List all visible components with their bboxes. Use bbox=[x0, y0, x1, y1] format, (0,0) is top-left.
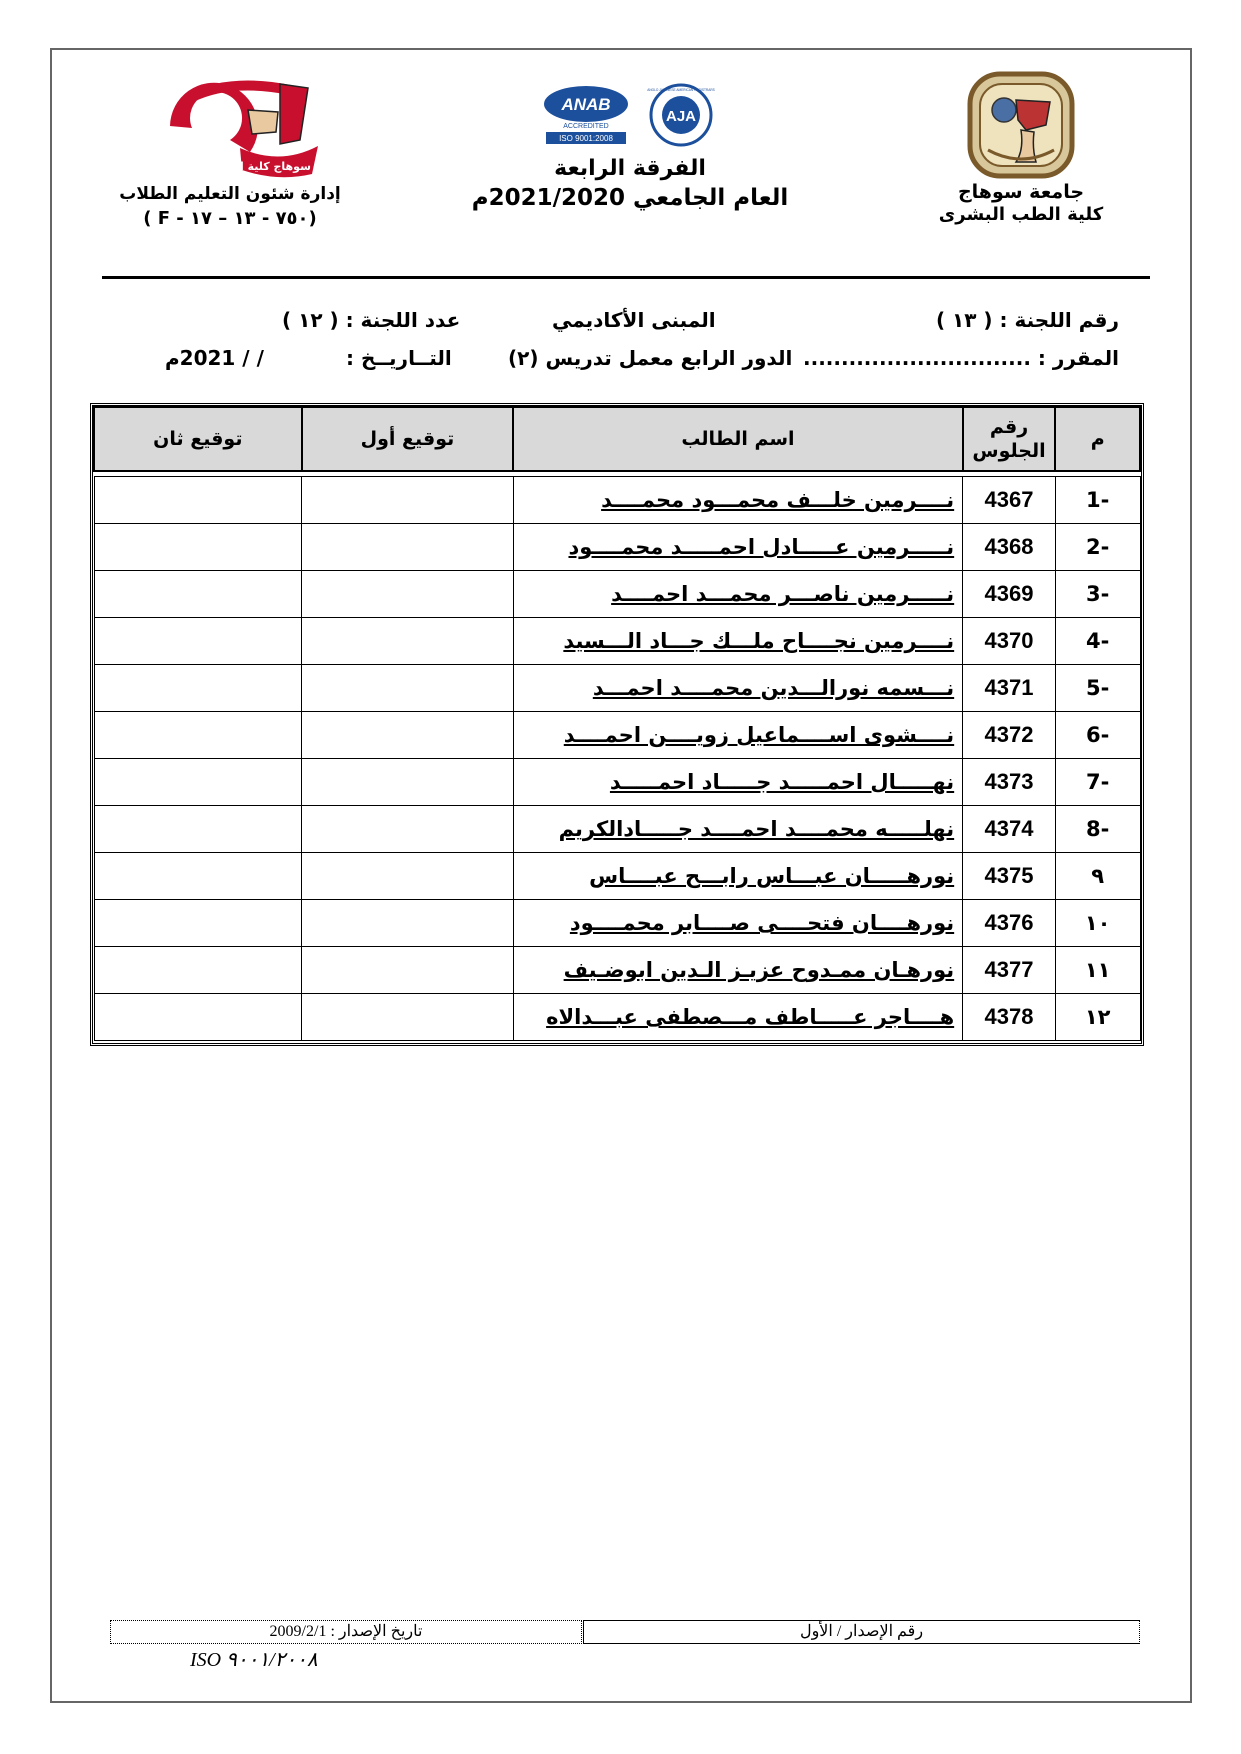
building-name: المبنى الأكاديمي bbox=[552, 308, 716, 332]
signature-second-cell bbox=[94, 665, 302, 712]
course-field: المقرر : .............................. bbox=[803, 346, 1119, 370]
seat-number: 4377 bbox=[963, 947, 1056, 994]
seat-number: 4376 bbox=[963, 900, 1056, 947]
date-label: التــاريــخ : bbox=[346, 346, 452, 370]
student-name bbox=[513, 618, 962, 665]
date-value: / / 2021م bbox=[165, 346, 264, 370]
table-row bbox=[94, 806, 1140, 853]
student-name-text: نــــشوى اســــماعيل زويــــن احمــــد bbox=[563, 723, 955, 747]
signature-second-cell bbox=[94, 900, 302, 947]
accreditation-logos bbox=[470, 80, 790, 150]
signature-second-cell bbox=[94, 571, 302, 618]
signature-first-cell bbox=[302, 994, 514, 1041]
signature-second-cell bbox=[94, 477, 302, 524]
student-name-text: نــــرمين نجــــاح ملـــك جـــاد الـــسيد bbox=[563, 629, 955, 653]
table-row bbox=[94, 665, 1140, 712]
student-name-text: نهـــــال احمـــــد جـــــاد احمـــــد bbox=[609, 770, 955, 794]
student-name bbox=[513, 853, 962, 900]
student-name bbox=[513, 477, 962, 524]
student-name bbox=[513, 947, 962, 994]
signature-first-cell bbox=[302, 712, 514, 759]
signature-second-cell bbox=[94, 947, 302, 994]
signature-second-cell bbox=[94, 712, 302, 759]
anab-logo-text: ANAB bbox=[561, 95, 611, 114]
faculty-logo-icon bbox=[130, 70, 347, 182]
col-name-header: اسم الطالب bbox=[513, 407, 962, 471]
attendance-table bbox=[93, 406, 1141, 1041]
form-code: ( F - ٧٥٠ - ١٣ – ١٧) bbox=[143, 208, 317, 229]
seat-number: 4371 bbox=[963, 665, 1056, 712]
aja-logo-text: AJA bbox=[665, 108, 697, 125]
committee-count: عدد اللجنة : ( ١٢ ) bbox=[282, 308, 461, 332]
department-name: إدارة شئون التعليم الطلاب bbox=[119, 184, 341, 204]
seat-number: 4369 bbox=[963, 571, 1056, 618]
row-index: -3 bbox=[1055, 571, 1140, 618]
row-index: ١٢ bbox=[1055, 994, 1140, 1041]
table-row bbox=[94, 712, 1140, 759]
table-row bbox=[94, 947, 1140, 994]
committee-number: رقم اللجنة : ( ١٣ ) bbox=[935, 308, 1119, 332]
anab-iso-text: ISO 9001:2008 bbox=[559, 134, 613, 143]
table-row bbox=[94, 524, 1140, 571]
signature-first-cell bbox=[302, 806, 514, 853]
row-index: -1 bbox=[1055, 477, 1140, 524]
signature-second-cell bbox=[94, 994, 302, 1041]
row-index: -4 bbox=[1055, 618, 1140, 665]
signature-first-cell bbox=[302, 665, 514, 712]
student-name-text: نــــرمين خلـــف محمـــود محمــــد bbox=[601, 488, 955, 512]
signature-first-cell bbox=[302, 947, 514, 994]
signature-first-cell bbox=[302, 524, 514, 571]
signature-first-cell bbox=[302, 477, 514, 524]
header-divider bbox=[102, 276, 1150, 279]
row-index: -2 bbox=[1055, 524, 1140, 571]
student-name bbox=[513, 994, 962, 1041]
student-name bbox=[513, 571, 962, 618]
faculty-name: كلية الطب البشرى bbox=[938, 204, 1104, 225]
table-row bbox=[94, 853, 1140, 900]
aja-logo-icon bbox=[642, 82, 720, 148]
student-name-text: نهلـــــه محمــــد احمــــد جـــــادالكريم bbox=[558, 817, 955, 841]
attendance-table-frame bbox=[90, 403, 1144, 1046]
signature-first-cell bbox=[302, 571, 514, 618]
signature-second-cell bbox=[94, 759, 302, 806]
table-body bbox=[94, 471, 1140, 1041]
row-index: -5 bbox=[1055, 665, 1140, 712]
issue-date: تاريخ الإصدار : 2009/2/1 bbox=[110, 1620, 582, 1644]
seat-number: 4374 bbox=[963, 806, 1056, 853]
signature-second-cell bbox=[94, 853, 302, 900]
student-name bbox=[513, 524, 962, 571]
seat-number: 4372 bbox=[963, 712, 1056, 759]
academic-year: العام الجامعي 2021/2020م bbox=[471, 185, 789, 211]
signature-second-cell bbox=[94, 524, 302, 571]
exam-location: الدور الرابع معمل تدريس (٢) bbox=[508, 346, 793, 370]
signature-first-cell bbox=[302, 900, 514, 947]
student-name-text: نـــــرمين ناصـــر محمـــد احمــــد bbox=[611, 582, 955, 606]
col-sig2-header: توقيع ثان bbox=[94, 407, 302, 471]
year-level: الفرقة الرابعة bbox=[554, 156, 706, 181]
student-name-text: نـــسمه نورالـــدين محمــــد احمـــد bbox=[592, 676, 955, 700]
row-index: ١٠ bbox=[1055, 900, 1140, 947]
student-name-text: نورهـــــان عبـــاس رابـــح عبــــاس bbox=[589, 864, 955, 888]
row-index: ١١ bbox=[1055, 947, 1140, 994]
signature-second-cell bbox=[94, 806, 302, 853]
signature-first-cell bbox=[302, 853, 514, 900]
col-index-header: م bbox=[1055, 407, 1140, 471]
student-name bbox=[513, 900, 962, 947]
seat-number: 4367 bbox=[963, 477, 1056, 524]
row-index: -8 bbox=[1055, 806, 1140, 853]
issue-number: رقم الإصدار / الأول bbox=[583, 1620, 1140, 1644]
student-name-text: هــــاجر عـــــاطف مـــصطفى عبـــدالاه bbox=[546, 1005, 955, 1029]
table-row bbox=[94, 994, 1140, 1041]
table-header-row bbox=[94, 407, 1140, 471]
anab-accredited-text: ACCREDITED bbox=[563, 123, 609, 130]
student-name-text: نورهــــان فتحــــى صــــابر محمــــود bbox=[569, 911, 955, 935]
aja-ring-text: ANGLO JAPANESE AMERICAN REGISTRARS bbox=[647, 88, 715, 92]
seat-number: 4375 bbox=[963, 853, 1056, 900]
seat-number: 4378 bbox=[963, 994, 1056, 1041]
university-seal-icon bbox=[966, 70, 1076, 180]
row-index: -6 bbox=[1055, 712, 1140, 759]
student-name-text: نـــــرمين عـــــادل احمـــــد محمــــود bbox=[568, 535, 955, 559]
student-name bbox=[513, 665, 962, 712]
table-row bbox=[94, 759, 1140, 806]
col-sig1-header: توقيع أول bbox=[302, 407, 514, 471]
table-row bbox=[94, 571, 1140, 618]
table-row bbox=[94, 477, 1140, 524]
signature-first-cell bbox=[302, 618, 514, 665]
seat-number: 4368 bbox=[963, 524, 1056, 571]
university-name: جامعة سوهاج bbox=[957, 181, 1085, 203]
university-block bbox=[911, 70, 1131, 226]
anab-logo-icon bbox=[540, 82, 632, 148]
center-header bbox=[470, 80, 790, 211]
student-name-text: نورهـان ممـدوح عزيـز الـدين ابوضـيف bbox=[563, 958, 955, 982]
col-seat-header: رقم الجلوس bbox=[963, 407, 1056, 471]
department-block bbox=[100, 70, 360, 229]
faculty-logo-text: جامعة سوهاج كلية الطب bbox=[213, 160, 347, 173]
seat-number: 4370 bbox=[963, 618, 1056, 665]
signature-second-cell bbox=[94, 618, 302, 665]
student-name bbox=[513, 712, 962, 759]
row-index: ٩ bbox=[1055, 853, 1140, 900]
seat-number: 4373 bbox=[963, 759, 1056, 806]
iso-footer: ISO ٩٠٠١/٢٠٠٨ bbox=[190, 1649, 318, 1671]
row-index: -7 bbox=[1055, 759, 1140, 806]
student-name bbox=[513, 759, 962, 806]
table-row bbox=[94, 900, 1140, 947]
table-row bbox=[94, 618, 1140, 665]
student-name bbox=[513, 806, 962, 853]
signature-first-cell bbox=[302, 759, 514, 806]
